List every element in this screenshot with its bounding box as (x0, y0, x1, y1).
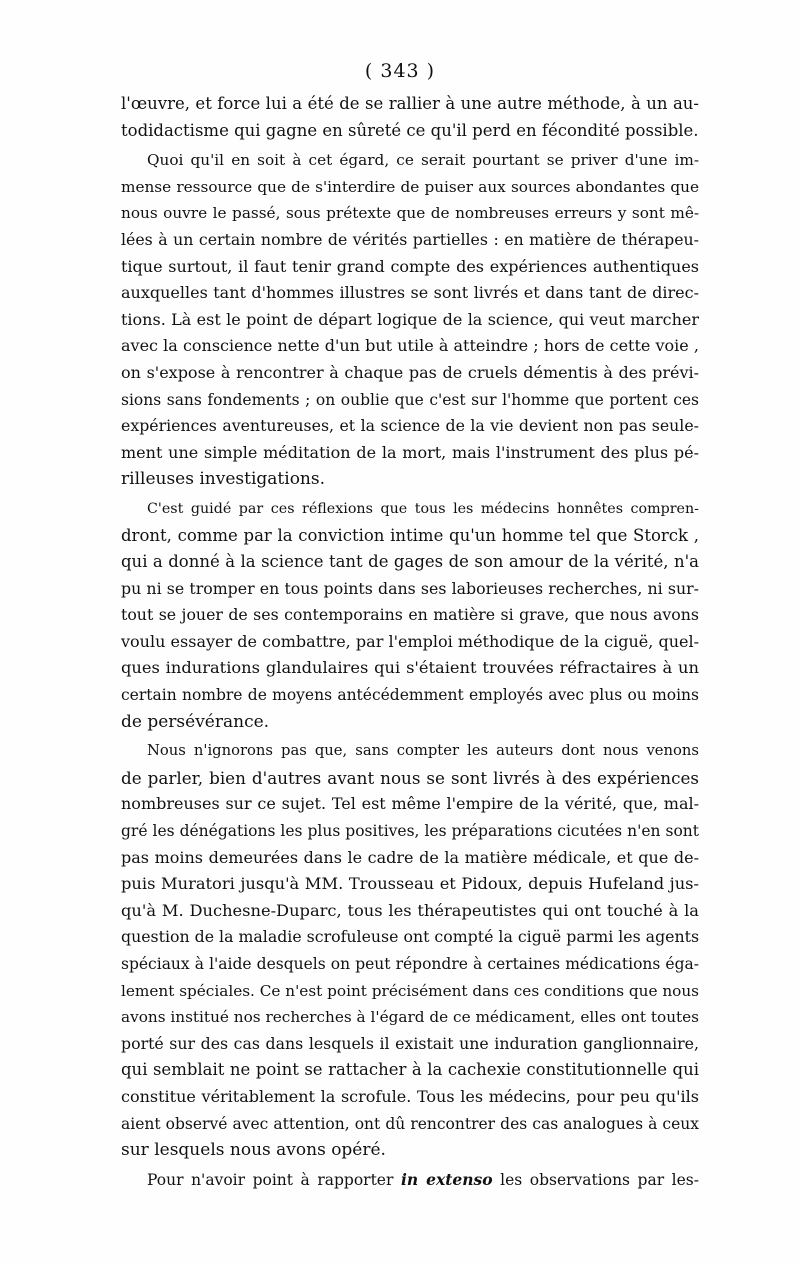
text-line: gré les dénégations les plus positives, les préparations cicutées n'en sont (121, 822, 699, 841)
text-line: aient observé avec attention, ont dû rencontrer des cas analogues à ceux (121, 1114, 699, 1133)
text-line: dront, comme par la conviction intime qu'un homme tel que Storck , (121, 525, 699, 545)
text-line: sur lesquels nous avons opéré. (121, 1140, 386, 1161)
text-line: question de la maladie scrofuleuse ont compté la ciguë parmi les agents (121, 927, 700, 947)
text-line: todidactisme qui gagne en sûreté ce qu'il perd en fécondité possible. (121, 120, 699, 140)
paragraph-3 (121, 496, 699, 735)
text-line: pu ni se tromper en tous points dans ses laborieuses recherches, ni sur- (121, 578, 699, 598)
page-number: ( 343 ) (364, 60, 436, 82)
text-line: tout se jouer de ses contemporains en matière si grave, que nous avons (121, 605, 699, 625)
text-line: C'est guidé par ces réflexions que tous les médecins honnêtes compren- (147, 500, 699, 517)
text-line: certain nombre de moyens antécédemment employés avec plus ou moins (121, 686, 699, 705)
text-line: de parler, bien d'autres avant nous se sont livrés à des expériences (121, 767, 699, 788)
text-line: Quoi qu'il en soit à cet égard, ce serait pourtant se priver d'une im- (147, 151, 699, 170)
text-line: l'œuvre, et force lui a été de se rallier à une autre méthode, à un au- (121, 94, 699, 113)
text-line: voulu essayer de combattre, par l'emploi méthodique de la ciguë, quel- (121, 631, 699, 651)
text-line: mense ressource que de s'interdire de puiser aux sources abondantes que (121, 177, 699, 196)
text-run: les observations par les- (492, 1170, 700, 1189)
emphasis-in-extenso: in extenso (400, 1169, 493, 1189)
text-line: constitue véritablement la scrofule. Tous les médecins, pour peu qu'ils (121, 1086, 699, 1106)
paragraph-1 (121, 91, 699, 144)
text-line: de persévérance. (121, 711, 270, 732)
text-line: Nous n'ignorons pas que, sans compter les auteurs dont nous venons (147, 742, 699, 760)
text-line: lées à un certain nombre de vérités partielles : en matière de thérapeu- (121, 229, 699, 249)
text-line: auxquelles tant d'hommes illustres se sont livrés et dans tant de direc- (121, 283, 699, 303)
text-line: porté sur des cas dans lesquels il existait une induration ganglionnaire, (121, 1033, 699, 1053)
text-line: qu'à M. Duchesne-Duparc, tous les thérapeutistes qui ont touché à la (121, 900, 699, 920)
text-line: avons institué nos recherches à l'égard de ce médicament, elles ont toutes (121, 1008, 699, 1027)
text-line: sions sans fondements ; on oublie que c'est sur l'homme que portent ces (121, 390, 699, 409)
text-line: expériences aventureuses, et la science de la vie devient non pas seule- (121, 416, 699, 436)
text-line: avec la conscience nette d'un but utile à atteindre ; hors de cette voie , (121, 336, 699, 356)
text-line (121, 1167, 699, 1194)
text-line: spéciaux à l'aide desquels on peut répondre à certaines médications éga- (121, 955, 699, 973)
text-line: rilleuses investigations. (121, 469, 325, 490)
body-text (121, 91, 699, 1193)
paragraph-2 (121, 147, 699, 493)
text-line: pas moins demeurées dans le cadre de la matière médicale, et que de- (121, 847, 699, 867)
text-line: on s'expose à rencontrer à chaque pas de cruels démentis à des prévi- (121, 362, 699, 382)
text-line: lement spéciales. Ce n'est point précisément dans ces conditions que nous (121, 981, 699, 1000)
text-run: Pour n'avoir point à rapporter (147, 1170, 401, 1189)
text-line: qui a donné à la science tant de gages de son amour de la vérité, n'a (121, 552, 699, 572)
text-line: tique surtout, il faut tenir grand compte des expériences authentiques (121, 256, 699, 276)
text-line: puis Muratori jusqu'à MM. Trousseau et Pidoux, depuis Hufeland jus- (121, 874, 699, 894)
text-line: ques indurations glandulaires qui s'étaient trouvées réfractaires à un (121, 658, 699, 678)
text-line: tions. Là est le point de départ logique de la science, qui veut marcher (121, 309, 699, 329)
text-line: qui semblait ne point se rattacher à la cachexie constitutionnelle qui (121, 1060, 699, 1080)
text-line: nombreuses sur ce sujet. Tel est même l'empire de la vérité, que, mal- (121, 794, 699, 814)
paragraph-4 (121, 738, 699, 1164)
paragraph-5 (121, 1167, 699, 1194)
text-line: ment une simple méditation de la mort, mais l'instrument des plus pé- (121, 442, 699, 462)
text-line: nous ouvre le passé, sous prétexte que de nombreuses erreurs y sont mê- (121, 204, 699, 223)
